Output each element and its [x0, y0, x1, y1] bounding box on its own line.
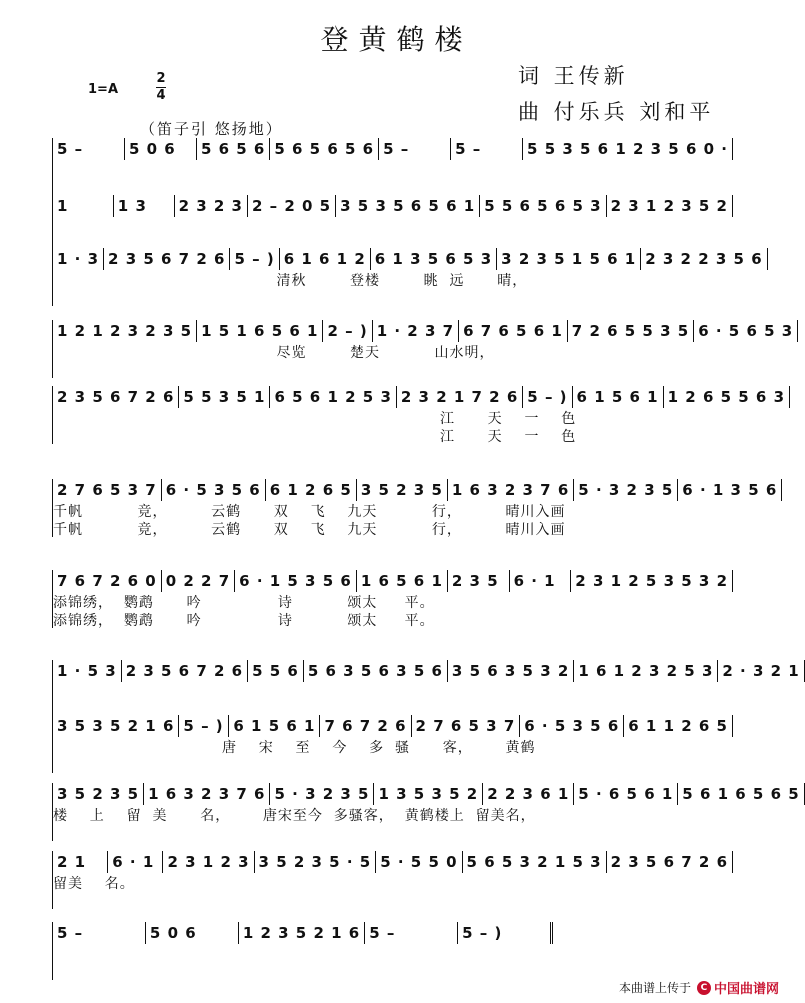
notes-row — [53, 479, 778, 501]
measure: 3 5 2 3 5 — [357, 479, 448, 501]
score-system — [52, 138, 733, 196]
lyric-line — [53, 823, 733, 841]
lyric-line: 清秋 登楼 眺 远 晴， — [53, 273, 528, 289]
measure: 5 – ) — [179, 715, 229, 737]
measure: 5 · 3 2 3 5 — [270, 783, 374, 805]
measure: 5 0 6 — [125, 138, 197, 160]
score-system — [52, 320, 794, 378]
measure: 5 6 5 6 5 6 — [270, 138, 379, 160]
measure: 5 – ) — [523, 386, 572, 408]
measure: 1 · 5 3 — [53, 660, 122, 682]
measure: 2 3 5 6 7 2 6 — [607, 851, 733, 873]
measure: 6 1 5 6 1 — [573, 386, 664, 408]
measure: 5 · 5 5 0 — [376, 851, 462, 873]
lyric-line — [53, 360, 733, 378]
measure: 2 – 2 0 5 — [248, 195, 336, 217]
lyricist-credit: 词 王传新 — [518, 64, 629, 88]
measure: 2 · 3 2 1 — [718, 660, 804, 682]
lyric-line — [53, 755, 733, 773]
measure: 1 · 3 — [53, 248, 104, 270]
score-system — [52, 851, 733, 909]
notes-row — [53, 138, 733, 160]
notes-row — [53, 195, 733, 217]
measure: 3 5 2 3 5 · 5 — [255, 851, 377, 873]
measure: 1 · 2 3 7 — [373, 320, 459, 342]
measure: 7 6 7 2 6 — [320, 715, 411, 737]
measure: 1 6 3 2 3 7 6 — [448, 479, 574, 501]
score-system — [52, 715, 733, 773]
measure: 1 3 5 3 5 2 — [374, 783, 483, 805]
lyric-line: 千帆 竞， 云鹤 双 飞 九天 行， 晴川入画 — [53, 522, 566, 538]
lyric-line — [53, 288, 733, 306]
lyric-line — [53, 217, 733, 235]
site-logo-icon: C — [697, 981, 711, 995]
lyric-line: 添锦绣， 鹦鹉 吟 诗 颂太 平。 — [53, 613, 435, 629]
measure: 2 3 1 2 5 3 5 3 2 — [571, 570, 733, 592]
measure: 2 2 3 6 1 — [483, 783, 574, 805]
score-system — [52, 479, 778, 538]
upload-footer — [619, 978, 779, 997]
lyric-line — [53, 178, 733, 196]
composer-credit: 曲 付乐兵 刘和平 — [518, 100, 715, 124]
measure: 6 7 6 5 6 1 — [459, 320, 568, 342]
measure: 6 · 5 3 5 6 — [520, 715, 624, 737]
measure: 5 6 3 5 6 3 5 6 — [304, 660, 448, 682]
notes-row — [53, 851, 733, 873]
measure: 6 · 1 — [108, 851, 163, 873]
measure: 5 6 1 6 5 6 5 — [678, 783, 804, 805]
measure: 5 5 6 5 6 5 3 — [480, 195, 606, 217]
score-system — [52, 386, 786, 445]
notes-row — [53, 386, 786, 408]
measure: 6 1 6 1 2 — [280, 248, 371, 270]
site-logo[interactable] — [697, 978, 779, 997]
lyric-line: 楼 上 留 美 名， 唐宋至今 多骚客， 黄鹤楼上 留美名， — [53, 808, 536, 824]
measure: 5 – — [53, 138, 125, 160]
measure: 6 · 5 6 5 3 — [694, 320, 798, 342]
measure: 2 7 6 5 3 7 — [53, 479, 162, 501]
time-signature-top: 2 — [156, 71, 166, 86]
upload-text: 本曲谱上传于 — [618, 981, 691, 995]
key-signature: 1=A — [88, 82, 118, 97]
measure: 5 – — [53, 922, 146, 944]
measure: 5 – — [379, 138, 451, 160]
measure: 2 3 2 1 7 2 6 — [397, 386, 523, 408]
notes-row — [53, 922, 553, 944]
score-system — [52, 570, 733, 628]
measure: 6 · 1 5 3 5 6 — [235, 570, 357, 592]
measure: 6 1 2 6 5 — [266, 479, 357, 501]
score-system — [52, 248, 763, 306]
measure: 7 2 6 5 5 3 5 — [568, 320, 694, 342]
measure: 1 2 1 2 3 2 3 5 — [53, 320, 197, 342]
lyric-line — [53, 891, 733, 909]
score-system — [52, 783, 800, 841]
measure: 6 1 3 5 6 5 3 — [371, 248, 497, 270]
measure: 1 — [53, 195, 114, 217]
measure: 5 0 6 — [146, 922, 239, 944]
measure: 5 5 3 5 6 1 2 3 5 6 0 · — [523, 138, 733, 160]
measure: 2 3 5 6 7 2 6 — [122, 660, 248, 682]
measure: 1 3 — [114, 195, 175, 217]
measure: 2 3 2 3 — [175, 195, 248, 217]
measure: 2 3 1 2 3 5 2 — [607, 195, 733, 217]
measure: 2 1 — [53, 851, 108, 873]
site-name: 中国曲谱网 — [713, 982, 779, 997]
measure: 7 6 7 2 6 0 — [53, 570, 162, 592]
lyric-line — [53, 962, 553, 980]
lyric-line: 唐 宋 至 今 多 骚 客， 黄鹤 — [53, 740, 536, 756]
lyric-line: 千帆 竞， 云鹤 双 飞 九天 行， 晴川入画 — [53, 504, 566, 520]
measure: 1 2 6 5 5 6 3 — [664, 386, 790, 408]
measure: 5 – ) — [230, 248, 279, 270]
measure: 5 6 5 3 2 1 5 3 — [463, 851, 607, 873]
notes-row — [53, 248, 763, 270]
measure: 1 6 5 6 1 — [357, 570, 448, 592]
measure: 5 – — [365, 922, 458, 944]
measure: 2 3 5 6 7 2 6 — [104, 248, 230, 270]
notes-row — [53, 715, 733, 737]
measure: 1 5 1 6 5 6 1 — [197, 320, 323, 342]
measure: 6 1 5 6 1 — [229, 715, 320, 737]
measure: 6 5 6 1 2 5 3 — [270, 386, 396, 408]
measure: 5 5 3 5 1 — [179, 386, 270, 408]
measure: 3 5 2 3 5 — [53, 783, 144, 805]
notes-row — [53, 320, 794, 342]
lyric-line: 尽览 楚天 山水明， — [53, 345, 495, 361]
measure: 2 3 5 — [448, 570, 510, 592]
measure: 6 1 1 2 6 5 — [624, 715, 733, 737]
lyric-line: 江 天 一 色 — [53, 411, 577, 427]
measure: 2 – ) — [323, 320, 372, 342]
lyric-line — [53, 160, 733, 178]
measure: 2 3 2 2 3 5 6 — [641, 248, 767, 270]
measure: 3 5 6 3 5 3 2 — [448, 660, 574, 682]
lyric-line — [53, 944, 553, 962]
measure: 2 7 6 5 3 7 — [412, 715, 521, 737]
measure: 6 · 1 — [510, 570, 572, 592]
measure: 3 2 3 5 1 5 6 1 — [497, 248, 641, 270]
time-signature-bottom: 4 — [156, 88, 166, 103]
notes-row — [53, 783, 800, 805]
score-system — [52, 660, 800, 718]
measure: 5 5 6 — [248, 660, 304, 682]
measure: 5 – ) — [458, 922, 553, 944]
lyric-line — [53, 682, 733, 700]
lyric-line: 江 天 一 色 — [53, 429, 577, 445]
measure: 5 · 6 5 6 1 — [574, 783, 678, 805]
score-system — [52, 922, 553, 980]
measure: 5 · 3 2 3 5 — [574, 479, 678, 501]
measure: 3 5 3 5 6 5 6 1 — [336, 195, 480, 217]
measure: 1 6 1 2 3 2 5 3 — [574, 660, 718, 682]
score-system — [52, 195, 733, 253]
time-signature — [156, 71, 166, 104]
measure: 2 3 1 2 3 — [163, 851, 254, 873]
notes-row — [53, 570, 733, 592]
intro-note: （笛子引 悠扬地） — [140, 120, 283, 138]
measure: 3 5 3 5 2 1 6 — [53, 715, 179, 737]
measure: 2 3 5 6 7 2 6 — [53, 386, 179, 408]
measure: 0 2 2 7 — [162, 570, 235, 592]
measure: 1 2 3 5 2 1 6 — [239, 922, 365, 944]
lyric-line: 添锦绣， 鹦鹉 吟 诗 颂太 平。 — [53, 595, 435, 611]
measure: 5 6 5 6 — [197, 138, 270, 160]
measure: 6 · 1 3 5 6 — [678, 479, 782, 501]
lyric-line: 留美 名。 — [53, 876, 135, 892]
measure: 5 – — [451, 138, 523, 160]
measure: 1 6 3 2 3 7 6 — [144, 783, 270, 805]
measure: 6 · 5 3 5 6 — [162, 479, 266, 501]
notes-row — [53, 660, 800, 682]
song-title: 登黄鹤楼 — [320, 23, 473, 56]
